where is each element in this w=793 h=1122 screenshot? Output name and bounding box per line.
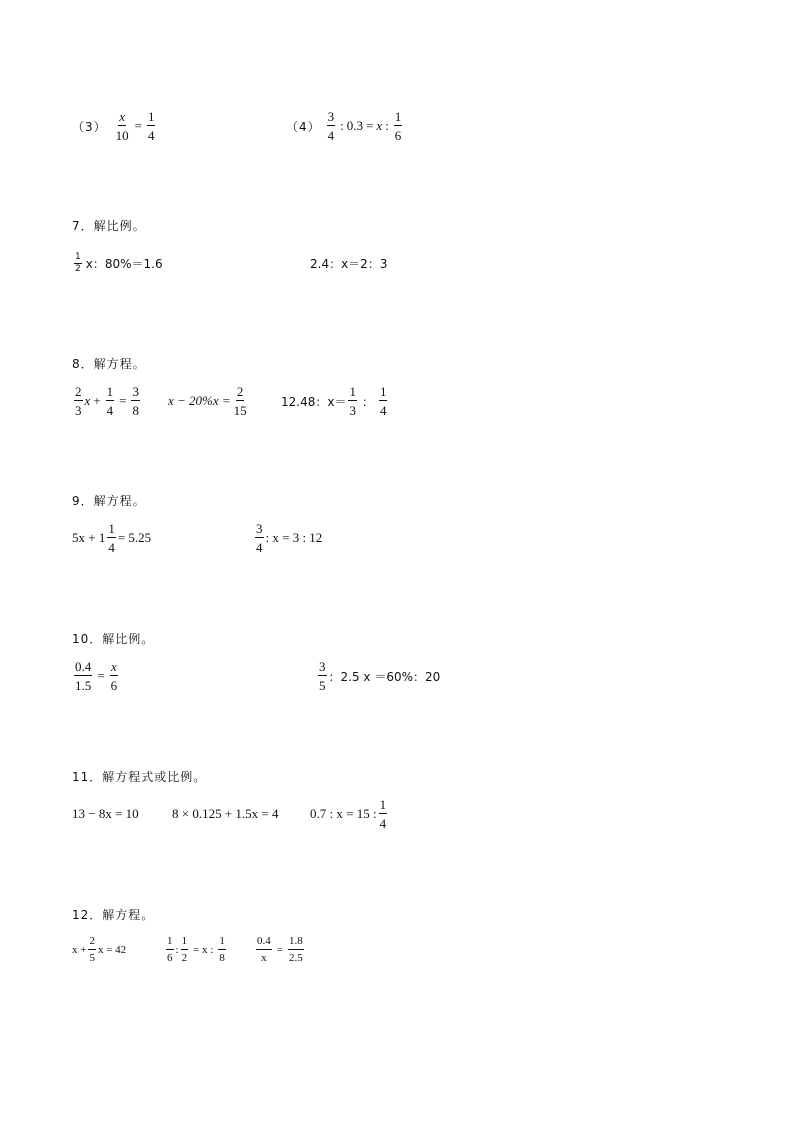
label-4: （4） (286, 119, 321, 134)
question-8-title: 8．解方程。 (72, 357, 146, 371)
question-8-equation-1: $\frac{2}{3}$ x + $\frac{1}{4}$ = $\frac{3}{8}$ (75, 384, 139, 418)
fraction: $\frac{2}{15}$ (233, 384, 247, 418)
fraction: $\frac{1.8}{2.5}$ (288, 935, 303, 964)
question-11-equation-2: 8 × 0.125 + 1.5x = 4 (172, 806, 279, 821)
question-9-title: 9．解方程。 (72, 494, 146, 508)
fraction: $\frac{1}{8}$ (219, 935, 225, 964)
fraction: $\frac{2}{3}$ (75, 384, 82, 418)
fraction: $\frac{1}{4}$ (108, 521, 115, 555)
question-9-equation-2: $\frac{3}{4}$ : x = 3 : 12 (256, 521, 323, 555)
question-11-title: 11．解方程式或比例。 (72, 770, 207, 784)
question-11-equation-1: 13 − 8x = 10 (72, 806, 139, 821)
fraction: $\frac{1}{6}$ (394, 109, 402, 143)
fraction: $\frac{3}{8}$ (132, 384, 139, 418)
fraction: $\frac{3}{5}$ (319, 659, 326, 693)
fraction: $\frac{2}{5}$ (89, 935, 95, 964)
fraction: $\frac{1}{4}$ (147, 109, 155, 143)
fraction: $\frac{0.4}{x}$ (257, 935, 271, 964)
fraction: $\frac{1}{4}$ (379, 797, 387, 831)
question-7-equation-2: 2.4：x＝2：3 (310, 257, 388, 271)
label-3: （3） (72, 119, 107, 134)
fraction: $\frac{x}{6}$ (110, 659, 118, 693)
fraction: $\frac{1}{4}$ (379, 384, 387, 418)
equation-3: （3） $\frac{x}{10}$ = $\frac{1}{4}$ (72, 109, 155, 143)
equation-4: （4） $\frac{3}{4}$ : 0.3 = x : $\frac{1}{6}$ (286, 109, 402, 143)
question-8-equation-3: 12.48：x＝ $\frac{1}{3}$ ： $\frac{1}{4}$ (281, 384, 387, 418)
question-10-equation-2: $\frac{3}{5}$ ：2.5 x ＝60%：20 (319, 659, 441, 693)
question-7-equation-1: $\frac{1}{2}$ x：80%＝1.6 (75, 252, 163, 274)
question-12-equation-2: $\frac{1}{6}$ : $\frac{1}{2}$ = x : $\frac{1}{8}$ (167, 935, 225, 964)
fraction: $\frac{3}{4}$ (256, 521, 263, 555)
fraction: $\frac{1}{2}$ (75, 252, 81, 274)
question-10-title: 10．解比例。 (72, 632, 155, 646)
question-12-title: 12．解方程。 (72, 908, 155, 922)
fraction: $\frac{3}{4}$ (327, 109, 335, 143)
fraction: $\frac{1}{2}$ (181, 935, 188, 964)
fraction: $\frac{0.4}{1.5}$ (75, 659, 92, 693)
question-7-title: 7．解比例。 (72, 219, 146, 233)
question-11-equation-3: 0.7 : x = 15 : $\frac{1}{4}$ (310, 797, 387, 831)
question-10-equation-1: $\frac{0.4}{1.5}$ = $\frac{x}{6}$ (75, 659, 118, 693)
fraction: $\frac{x}{10}$ (115, 109, 129, 143)
question-8-equation-2: x − 20%x = $\frac{2}{15}$ (168, 384, 247, 418)
question-12-equation-1: x + $\frac{2}{5}$ x = 42 (72, 935, 127, 964)
question-9-equation-1: 5x + 1 $\frac{1}{4}$ = 5.25 (72, 521, 152, 555)
fraction: $\frac{1}{4}$ (106, 384, 114, 418)
fraction: $\frac{1}{3}$ (349, 384, 356, 418)
question-12-equation-3: $\frac{0.4}{x}$ = $\frac{1.8}{2.5}$ (257, 935, 303, 964)
fraction: $\frac{1}{6}$ (167, 935, 173, 964)
